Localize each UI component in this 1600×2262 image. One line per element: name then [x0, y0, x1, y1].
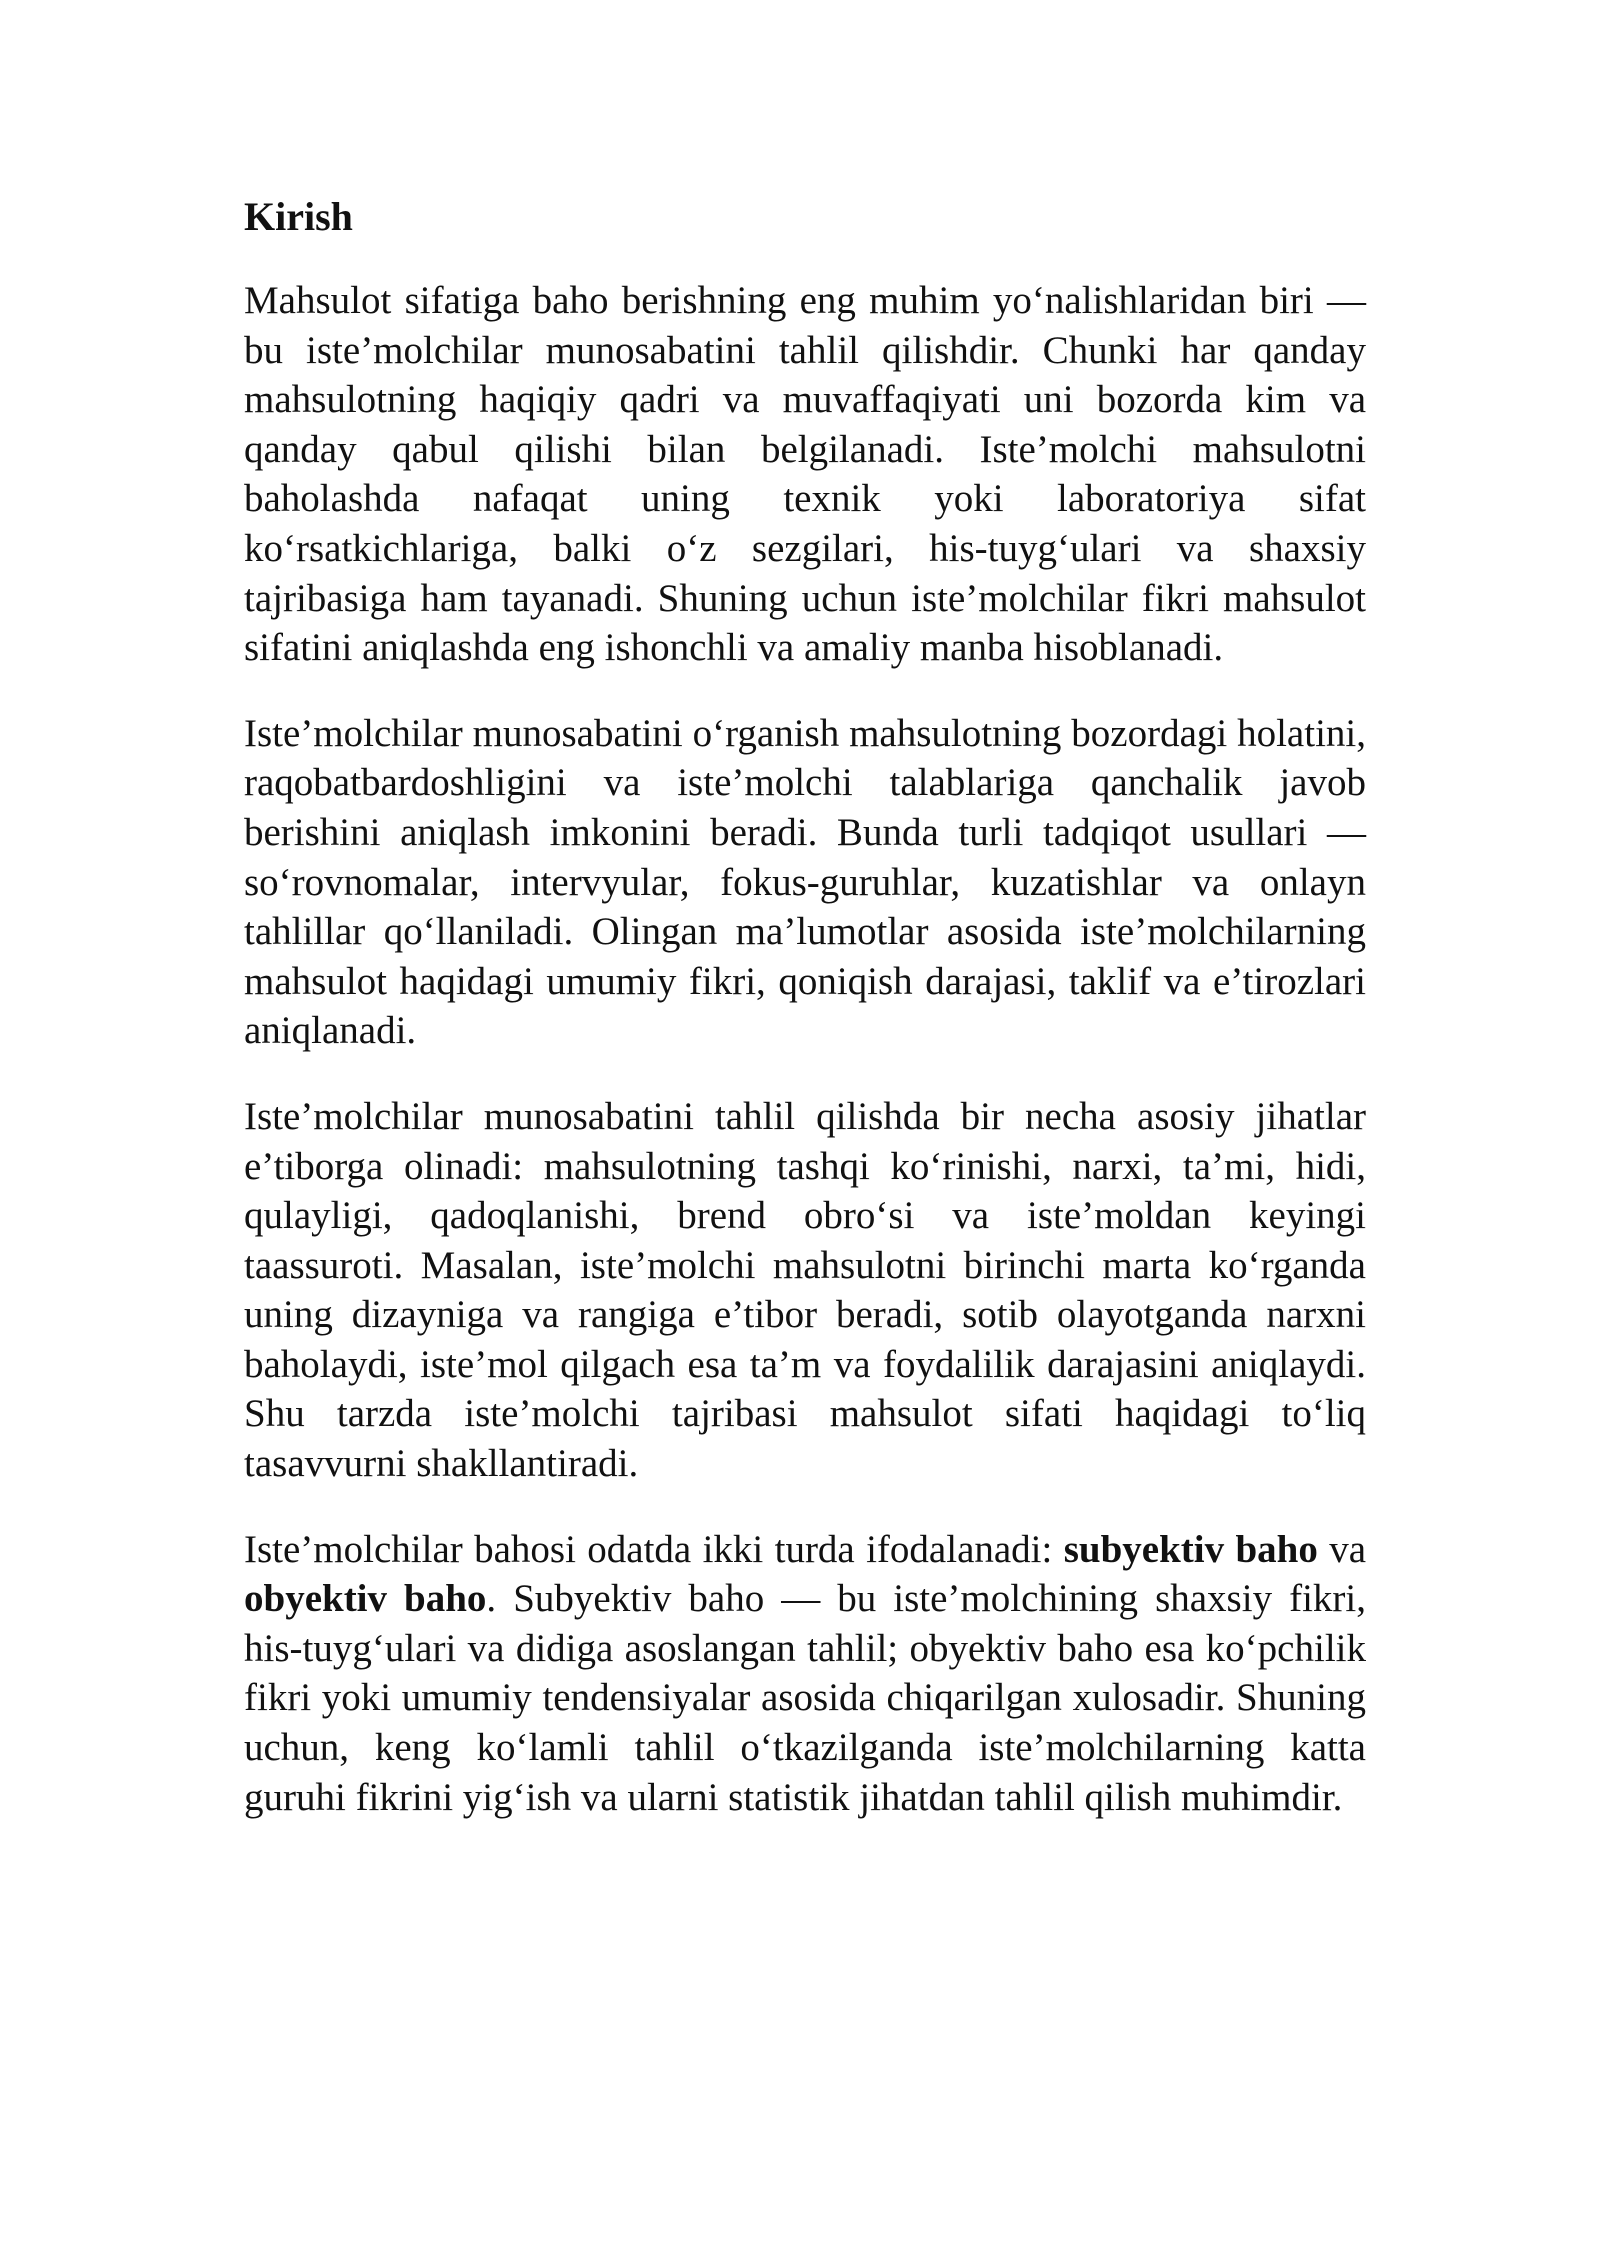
document-heading: Kirish: [244, 194, 353, 239]
paragraph-2: Iste’molchilar munosabatini o‘rganish mahsulotning bozordagi holatini, raqobatbardoshligini va iste’molchi talablariga qanchalik javob berishini aniqlash imkonini beradi. Bunda turli tadqiqot usullari — so‘rovnomalar, intervyular, fokus-guruhlar, kuzatishlar va onlayn tahlillar qo‘llaniladi. Olingan ma’lumotlar asosida iste’molchilarning mahsulot haqidagi umumiy fikri, qoniqish darajasi, taklif va e’tirozlari aniqlanadi.: [244, 711, 1366, 1053]
paragraph-4-intro: Iste’molchilar bahosi odatda ikki turda ifodalanadi:: [244, 1527, 1064, 1571]
term-subjective-assessment: subyektiv baho: [1063, 1527, 1318, 1571]
paragraph-4-body: . Subyektiv baho — bu iste’molchining shaxsiy fikri, his-tuyg‘ulari va didiga asoslangan tahlil; obyektiv baho esa ko‘pchilik fikri yoki umumiy tendensiyalar asosida chiqarilgan xulosadir. Shuning uchun, keng ko‘lamli tahlil o‘tkazilganda iste’molchilarning katta guruhi fikrini yig‘ish va ularni statistik jihatdan tahlil qilish muhimdir.: [244, 1577, 1366, 1819]
document-page: [244, 192, 1366, 1858]
paragraph-1: Mahsulot sifatiga baho berishning eng muhim yo‘nalishlaridan biri — bu iste’molchilar munosabatini tahlil qilishdir. Chunki har qanday mahsulotning haqiqiy qadri va muvaffaqiyati uni bozorda kim va qanday qabul qilishi bilan belgilanadi. Iste’molchi mahsulotni baholashda nafaqat uning texnik yoki laboratoriya sifat ko‘rsatkichlariga, balki o‘z sezgilari, his-tuyg‘ulari va shaxsiy tajribasiga ham tayanadi. Shuning uchun iste’molchilar fikri mahsulot sifatini aniqlashda eng ishonchli va amaliy manba hisoblanadi.: [244, 279, 1366, 670]
paragraph-4: [244, 1525, 1366, 1823]
paragraph-3: Iste’molchilar munosabatini tahlil qilishda bir necha asosiy jihatlar e’tiborga olinadi: mahsulotning tashqi ko‘rinishi, narxi, ta’mi, hidi, qulayligi, qadoqlanishi, brend obro‘si va iste’moldan keyingi taassuroti. Masalan, iste’molchi mahsulotni birinchi marta ko‘rganda uning dizayniga va rangiga e’tibor beradi, sotib olayotganda narxni baholaydi, iste’mol qilgach esa ta’m va foydalilik darajasini aniqlaydi. Shu tarzda iste’molchi tajribasi mahsulot sifati haqidagi to‘liq tasavvurni shakllantiradi.: [244, 1094, 1366, 1486]
paragraph-4-conjunction: va: [1317, 1527, 1367, 1571]
term-objective-assessment: obyektiv baho: [244, 1577, 487, 1621]
